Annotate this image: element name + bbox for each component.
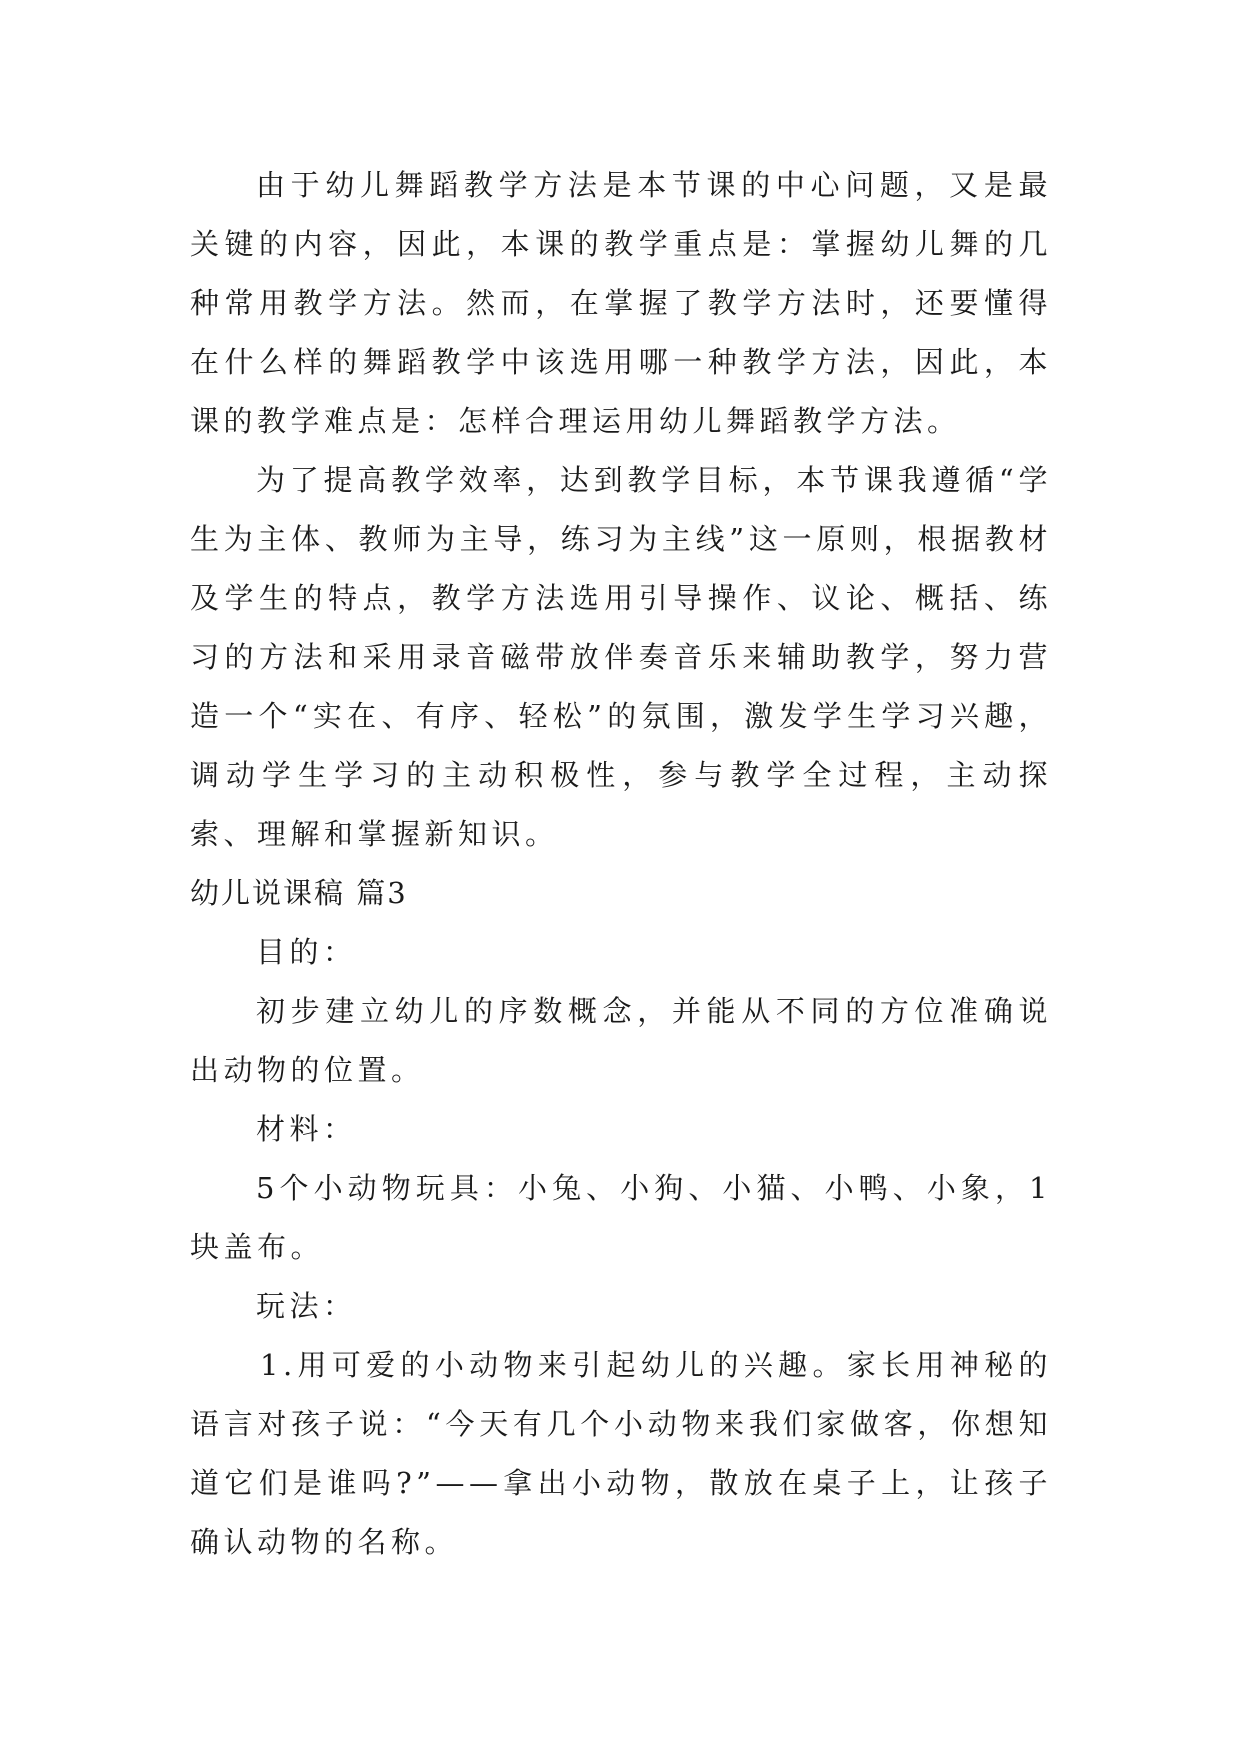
paragraph-teaching-methods: 为了提高教学效率，达到教学目标，本节课我遵循“学生为主体、教师为主导，练习为主线”这一原则，根据教材及学生的特点，教学方法选用引导操作、议论、概括、练习的方法和采用录音磁带放伴奏音乐来辅助教学，努力营造一个“实在、有序、轻松”的氛围，激发学生学习兴趣，调动学生学习的主动积极性，参与教学全过程，主动探索、理解和掌握新知识。 <box>190 463 1052 851</box>
method-label: 玩法： <box>256 1289 357 1323</box>
materials-label: 材料： <box>256 1112 357 1146</box>
section-title: 幼儿说课稿 篇3 <box>190 876 408 910</box>
materials-text: 5个小动物玩具：小兔、小狗、小猫、小鸭、小象，1块盖布。 <box>190 1171 1052 1264</box>
goal-label: 目的： <box>256 935 357 969</box>
paragraph-teaching-focus: 由于幼儿舞蹈教学方法是本节课的中心问题，又是最关键的内容，因此，本课的教学重点是：掌握幼儿舞的几种常用教学方法。然而，在掌握了教学方法时，还要懂得在什么样的舞蹈教学中该选用哪一种教学方法，因此，本课的教学难点是：怎样合理运用幼儿舞蹈教学方法。 <box>190 168 1052 438</box>
method-step-1: 1.用可爱的小动物来引起幼儿的兴趣。家长用神秘的语言对孩子说：“今天有几个小动物来我们家做客，你想知道它们是谁吗?”——拿出小动物，散放在桌子上，让孩子确认动物的名称。 <box>190 1348 1052 1559</box>
document-body <box>190 156 1052 1572</box>
goal-text: 初步建立幼儿的序数概念，并能从不同的方位准确说出动物的位置。 <box>190 994 1052 1087</box>
